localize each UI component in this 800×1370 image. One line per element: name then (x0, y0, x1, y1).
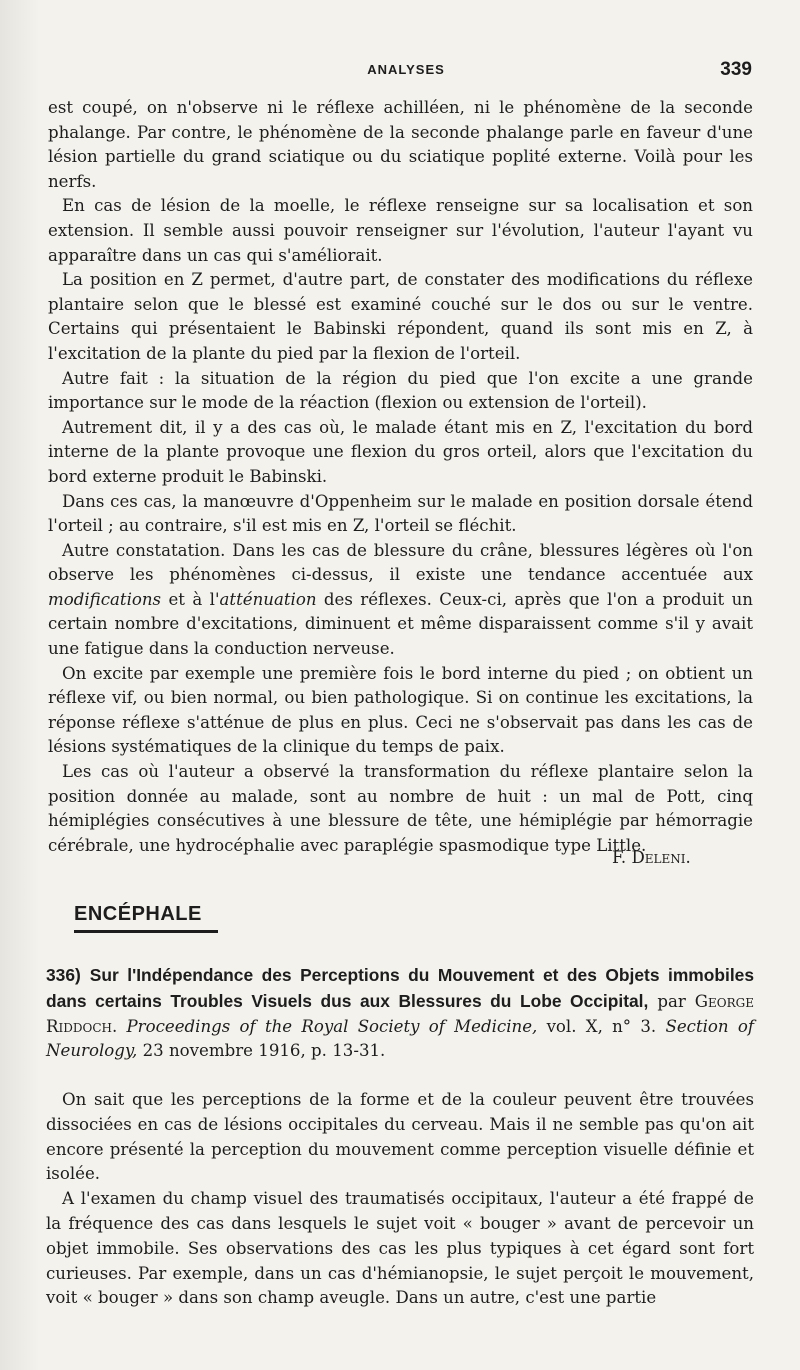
article-date: 23 novembre 1916, (142, 1041, 306, 1061)
section-heading: ENCÉPHALE (74, 903, 202, 925)
paragraph: En cas de lésion de la moelle, le réflexe renseigne sur sa localisation et son extension. Il semble aussi pouvoir renseigner sur l'évolution, l'auteur l'ayant vu apparaître dans un cas qui s'améliorait. (48, 196, 753, 265)
article-pages: p. 13-31. (311, 1041, 386, 1061)
paragraph: On excite par exemple une première fois le bord interne du pied ; on obtient un réflexe vif, ou bien normal, ou bien pathologique. Si on continue les excitations, la réponse réflexe s'atténue de plus en plus. Ceci ne s'observait pas dans les cas de lésions systématiques de la clinique du temps de paix. (48, 663, 753, 757)
article-author: George Riddoch. (46, 991, 755, 1036)
paragraph: Dans ces cas, la manœuvre d'Oppenheim sur le malade en position dorsale étend l'orteil ; au contraire, s'il est mis en Z, l'orteil se fléchit. (48, 491, 753, 536)
article-by: par (657, 991, 686, 1011)
paragraph: On sait que les perceptions de la forme et de la couleur peuvent être trouvées dissociées en cas de lésions occipitales du cerveau. Mais il ne semble pas qu'on ait encore présenté la perception du mouvement comme perception visuelle définie et isolée. (46, 1090, 754, 1184)
page-gutter-shadow (0, 0, 40, 1370)
emphasis: atténuation (219, 589, 317, 609)
article-number: 336) (46, 965, 81, 985)
article-journal: Proceedings of the Royal Society of Medicine, (126, 1016, 538, 1036)
reviewer-signature: F. Deleni. (612, 848, 691, 867)
running-header (60, 59, 752, 86)
paragraph: Autrement dit, il y a des cas où, le malade étant mis en Z, l'excitation du bord interne de la plante provoque une flexion du gros orteil, alors que l'excitation du bord externe produit le Babinski. (48, 417, 753, 486)
paragraph: A l'examen du champ visuel des traumatisés occipitaux, l'auteur a été frappé de la fréquence des cas dans lesquels le sujet voit « bouger » avant de percevoir un objet immobile. Ses observations des cas les plus typiques à cet égard sont fort curieuses. Par exemple, dans un cas d'hémianopsie, le sujet perçoit le mouvement, voit « bouger » dans son champ aveugle. Dans un autre, c'est une partie (46, 1189, 754, 1308)
review-continuation (48, 96, 753, 858)
article-title: Sur l'Indépendance des Perceptions du Mouvement et des Objets immobiles dans certains Troubles Visuels dus aux Blessures du Lobe Occipital, (46, 965, 754, 1011)
article-body (46, 1088, 754, 1311)
paragraph-text: Autre constatation. Dans les cas de blessure du crâne, blessures légères où l'on observe les phénomènes ci-dessus, il existe une tendance accentuée aux (48, 540, 753, 585)
paragraph: La position en Z permet, d'autre part, de constater des modifications du réflexe plantaire selon que le blessé est examiné couché sur le dos ou sur le ventre. Certains qui présentaient le Babinski répondent, quand ils sont mis en Z, à l'excitation de la plante du pied par la flexion de l'orteil. (48, 270, 753, 363)
paragraph: Autre fait : la situation de la région du pied que l'on excite a une grande importance sur le mode de la réaction (flexion ou extension de l'orteil). (48, 368, 753, 413)
paragraph (48, 539, 753, 662)
running-title: ANALYSES (367, 62, 445, 77)
paragraph-text: des réflexes. Ceux-ci, après que l'on a produit un certain nombre d'excitations, diminuent et même disparaissent comme s'il y avait une fatigue dans la conduction nerveuse. (48, 589, 753, 659)
paragraph: est coupé, on n'observe ni le réflexe achilléen, ni le phénomène de la seconde phalange. Par contre, le phénomène de la seconde phalange parle en faveur d'une lésion partielle du grand sciatique ou du sciatique poplité externe. Voilà pour les nerfs. (48, 98, 753, 191)
article-volume: vol. X, n° 3. (546, 1016, 657, 1036)
emphasis: modifications (48, 589, 162, 609)
paragraph-text: et à l' (161, 589, 220, 609)
section-underline (74, 930, 218, 933)
article-section: Section of Neurology, (46, 1016, 754, 1061)
page-number: 339 (720, 59, 752, 80)
paragraph: Les cas où l'auteur a observé la transformation du réflexe plantaire selon la position donnée au malade, sont au nombre de huit : un mal de Pott, cinq hémiplégies consécutives à une blessure de tête, une hémiplégie par hémorragie cérébrale, une hydrocéphalie avec paraplégie spasmodique type Little. (48, 762, 753, 855)
article-citation (46, 963, 754, 1064)
